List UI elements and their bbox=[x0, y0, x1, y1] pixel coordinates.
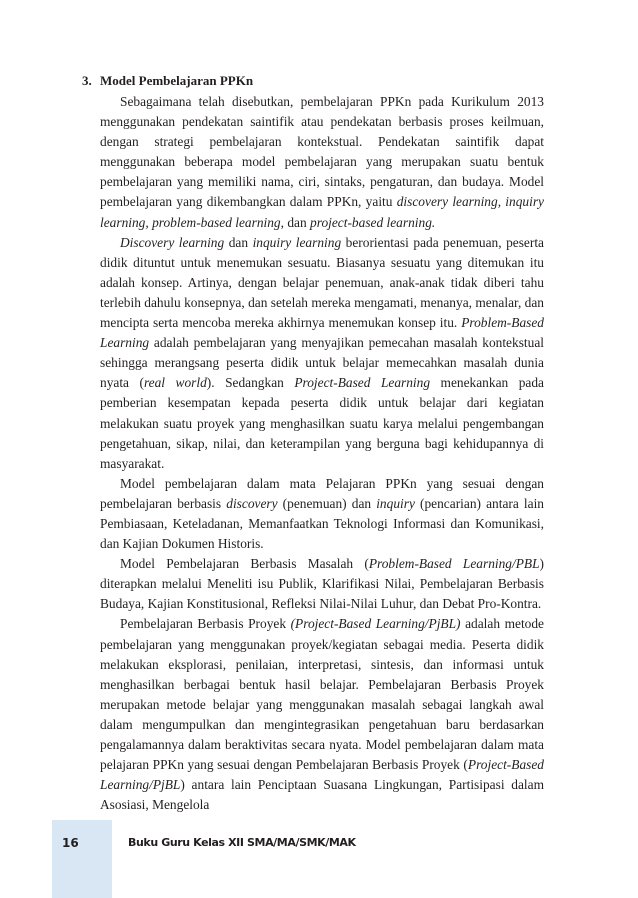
italic-term: inquiry bbox=[376, 495, 415, 511]
text-run: dan bbox=[224, 234, 253, 250]
italic-term: Discovery learning bbox=[120, 234, 225, 250]
text-run: ) antara lain Penciptaan Suasana Lingkungan, Partisipasi dalam Asosiasi, Mengelola bbox=[100, 777, 544, 813]
italic-term: discovery learning, inquiry learning, problem-based learning bbox=[100, 194, 544, 230]
text-run: berorientasi pada penemuan, peserta didik dituntut untuk menemukan sesuatu. Biasanya sesuatu yang ditemukan itu adalah konsep. Artinya, dengan belajar penemuan, anak-anak tidak diberi tahu terlebih dahulu konsepnya, dan setelah mereka mengamati, menanya, menalar, dan mencipta serta mencoba mereka akhirnya menemukan konsep itu. bbox=[100, 234, 544, 331]
section-heading bbox=[82, 72, 544, 90]
italic-term: project-based learning. bbox=[310, 214, 436, 230]
paragraph bbox=[100, 233, 544, 474]
text-run: , dan bbox=[280, 214, 311, 230]
italic-term: Project-Based Learning/PjBL bbox=[100, 757, 544, 793]
paragraph bbox=[100, 92, 544, 233]
italic-term: Problem-Based Learning bbox=[100, 315, 544, 351]
page-number-tab bbox=[52, 820, 112, 898]
text-run: ). Sedangkan bbox=[206, 375, 295, 391]
text-run: adalah metode pembelajaran yang menggunakan proyek/kegiatan sebagai media. Peserta didik melakukan eksplorasi, penilaian, interpretasi, sintesis, dan informasi untuk menghasilkan berbagai bentuk hasil belajar. Pembelajaran Berbasis Proyek merupakan metode belajar yang menggunakan masalah sebagai langkah awal dalam mengumpulkan dan mengintegrasikan pengetahuan baru berdasarkan pengalamannya dalam beraktivitas secara nyata. Model pembelajaran dalam mata pelajaran PPKn yang sesuai dengan Pembelajaran Berbasis Proyek ( bbox=[100, 616, 544, 773]
page-number: 16 bbox=[62, 836, 79, 850]
section-title: Model Pembelajaran PPKn bbox=[100, 73, 254, 88]
text-run: Pembelajaran Berbasis Proyek bbox=[120, 616, 291, 632]
footer-book-title: Buku Guru Kelas XII SMA/MA/SMK/MAK bbox=[128, 836, 356, 849]
italic-term: real world bbox=[143, 375, 207, 391]
text-run: (penemuan) dan bbox=[277, 495, 377, 511]
italic-term: Project-Based Learning bbox=[294, 375, 431, 391]
paragraph bbox=[100, 554, 544, 614]
section-number: 3. bbox=[82, 73, 92, 88]
text-run: Sebagaimana telah disebutkan, pembelajaran PPKn pada Kurikulum 2013 menggunakan pendekatan saintifik atau pendekatan berbasis proses keilmuan, dengan strategi pembelajaran kontekstual. Pendekatan saintifik dapat menggunakan beberapa model pembelajaran yang merupakan suatu bentuk pembelajaran yang memiliki nama, ciri, sintaks, pengaturan, dan budaya. Model pembelajaran yang dikembangkan dalam PPKn, yaitu bbox=[100, 94, 544, 210]
text-run: ) diterapkan melalui Meneliti isu Publik, Klarifikasi Nilai, Pembelajaran Berbasis Budaya, Kajian Konstitusional, Refleksi Nilai-Nilai Luhur, dan Debat Pro-Kontra. bbox=[100, 556, 544, 612]
text-run: menekankan pada pemberian kesempatan kepada peserta didik untuk belajar dari kegiatan melakukan suatu proyek yang menghasilkan suatu karya melalui pengembangan pengetahuan, sikap, nilai, dan keterampilan yang berguna bagi kehidupannya di masyarakat. bbox=[100, 375, 544, 471]
paragraph bbox=[100, 474, 544, 554]
text-run: (pencarian) antara lain Pembiasaan, Keteladanan, Memanfaatkan Teknologi Informasi dan Komunikasi, dan Kajian Dokumen Historis. bbox=[100, 495, 544, 552]
text-run: Model pembelajaran dalam mata Pelajaran PPKn yang sesuai dengan pembelajaran berbasis bbox=[100, 475, 544, 511]
italic-term: (Project-Based Learning/PjBL) bbox=[290, 616, 461, 632]
text-run: adalah pembelajaran yang menyajikan pemecahan masalah kontekstual sehingga merangsang peserta didik untuk belajar memecahkan masalah dunia nyata ( bbox=[100, 335, 544, 391]
italic-term: Problem-Based Learning/PBL bbox=[368, 556, 540, 572]
body-text bbox=[82, 92, 544, 815]
paragraph bbox=[100, 614, 544, 815]
italic-term: discovery bbox=[226, 495, 278, 511]
page-content bbox=[82, 72, 544, 815]
italic-term: inquiry learning bbox=[252, 234, 342, 250]
text-run: Model Pembelajaran Berbasis Masalah ( bbox=[120, 556, 369, 572]
